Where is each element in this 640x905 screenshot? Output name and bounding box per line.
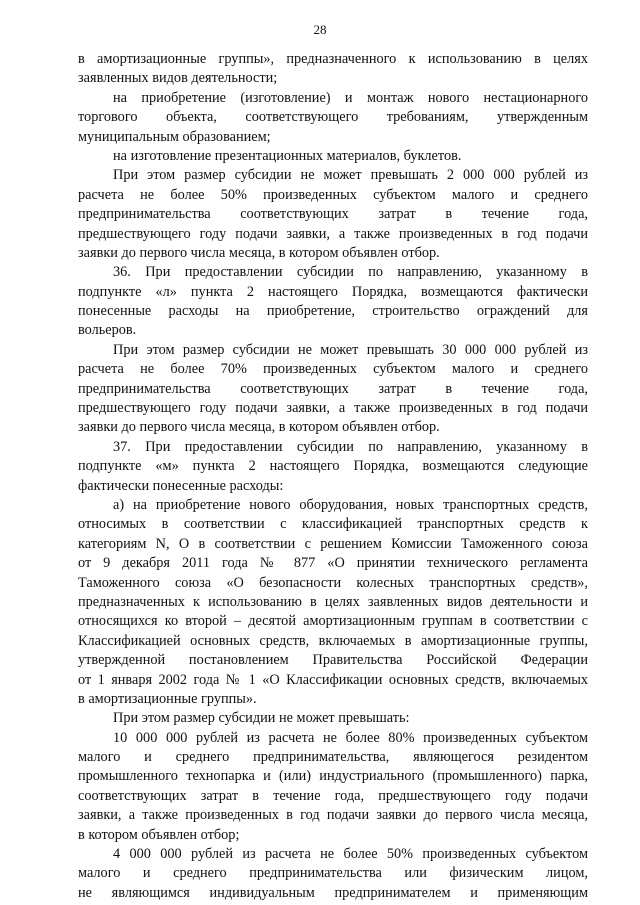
- text-line: относящихся ко второй – десятой амортизационным группам в соответствии с: [78, 613, 588, 630]
- text-line: При этом размер субсидии не может превышать 30 000 000 рублей из: [113, 341, 588, 358]
- text-line: а) на приобретение нового оборудования, новых транспортных средств,: [113, 496, 588, 513]
- text-line: Таможенного союза «О безопасности колесных транспортных средств»,: [78, 574, 588, 591]
- text-line: предпринимательства соответствующих затрат в течение года,: [78, 206, 588, 223]
- text-line: 37. При предоставлении субсидии по направлению, указанному в: [113, 438, 588, 455]
- text-line: расчета не более 50% произведенных субъектом малого и среднего: [78, 186, 588, 203]
- text-line: предпринимательства соответствующих затрат в течение года,: [78, 380, 588, 397]
- text-line: категориям N, O в соответствии с решением Комиссии Таможенного союза: [78, 535, 588, 552]
- text-line: заявки до первого числа месяца, в котором объявлен отбор.: [78, 419, 440, 436]
- text-line: подпункте «м» пункта 2 настоящего Порядка, возмещаются следующие: [78, 458, 588, 475]
- text-line: фактически понесенные расходы:: [78, 477, 284, 494]
- text-line: относимых в соответствии с классификацией транспортных средств к: [78, 516, 588, 533]
- document-body: [78, 50, 588, 903]
- text-line: Классификацией основных средств, включаемых в амортизационные группы,: [78, 632, 588, 649]
- text-line: заявленных видов деятельности;: [78, 70, 278, 87]
- text-line: на приобретение (изготовление) и монтаж нового нестационарного: [113, 89, 588, 106]
- text-line: вольеров.: [78, 322, 137, 339]
- text-line: торгового объекта, соответствующего требованиям, утвержденным: [78, 109, 588, 126]
- text-line: При этом размер субсидии не может превышать 2 000 000 рублей из: [113, 167, 588, 184]
- text-line: предназначенных к использованию в целях заявленных видов деятельности и: [78, 593, 588, 610]
- text-line: соответствующих затрат в течение года, предшествующего году подачи: [78, 787, 588, 804]
- text-line: 10 000 000 рублей из расчета не более 80% произведенных субъектом: [113, 729, 588, 746]
- text-line: заявки до первого числа месяца, в котором объявлен отбор.: [78, 244, 440, 261]
- text-line: в амортизационные группы».: [78, 690, 257, 707]
- text-line: предшествующего году подачи заявки, а также произведенных в год подачи: [78, 225, 588, 242]
- page-number: 28: [313, 22, 327, 37]
- text-line: 4 000 000 рублей из расчета не более 50% произведенных субъектом: [113, 846, 588, 863]
- text-line: в котором объявлен отбор;: [78, 826, 240, 843]
- text-line: расчета не более 70% произведенных субъектом малого и среднего: [78, 361, 588, 378]
- text-line: на изготовление презентационных материалов, буклетов.: [113, 147, 462, 164]
- text-line: понесенные расходы на приобретение, строительство ограждений для: [78, 303, 588, 320]
- text-line: от 1 января 2002 года № 1 «О Классификации основных средств, включаемых: [78, 671, 588, 688]
- text-line: При этом размер субсидии не может превышать:: [113, 710, 410, 727]
- text-line: в амортизационные группы», предназначенного к использованию в целях: [78, 51, 588, 67]
- text-line: 36. При предоставлении субсидии по направлению, указанному в: [113, 264, 588, 281]
- text-line: малого и среднего предпринимательства или физическим лицом,: [78, 865, 588, 882]
- text-line: промышленного технопарка и (или) индустриального (промышленного) парка,: [78, 768, 588, 785]
- text-line: малого и среднего предпринимательства, являющегося резидентом: [78, 749, 588, 766]
- text-line: предшествующего году подачи заявки, а также произведенных в год подачи: [78, 400, 588, 417]
- text-line: утвержденной постановлением Правительства Российской Федерации: [78, 652, 588, 669]
- text-line: муниципальным образованием;: [78, 128, 271, 145]
- text-line: заявки, а также произведенных в год подачи заявки до первого числа месяца,: [78, 807, 588, 824]
- text-line: от 9 декабря 2011 года № 877 «О принятии технического регламента: [78, 555, 588, 572]
- text-line: не являющимся индивидуальным предпринимателем и применяющим: [78, 884, 588, 901]
- text-line: подпункте «л» пункта 2 настоящего Порядка, возмещаются фактически: [78, 283, 588, 300]
